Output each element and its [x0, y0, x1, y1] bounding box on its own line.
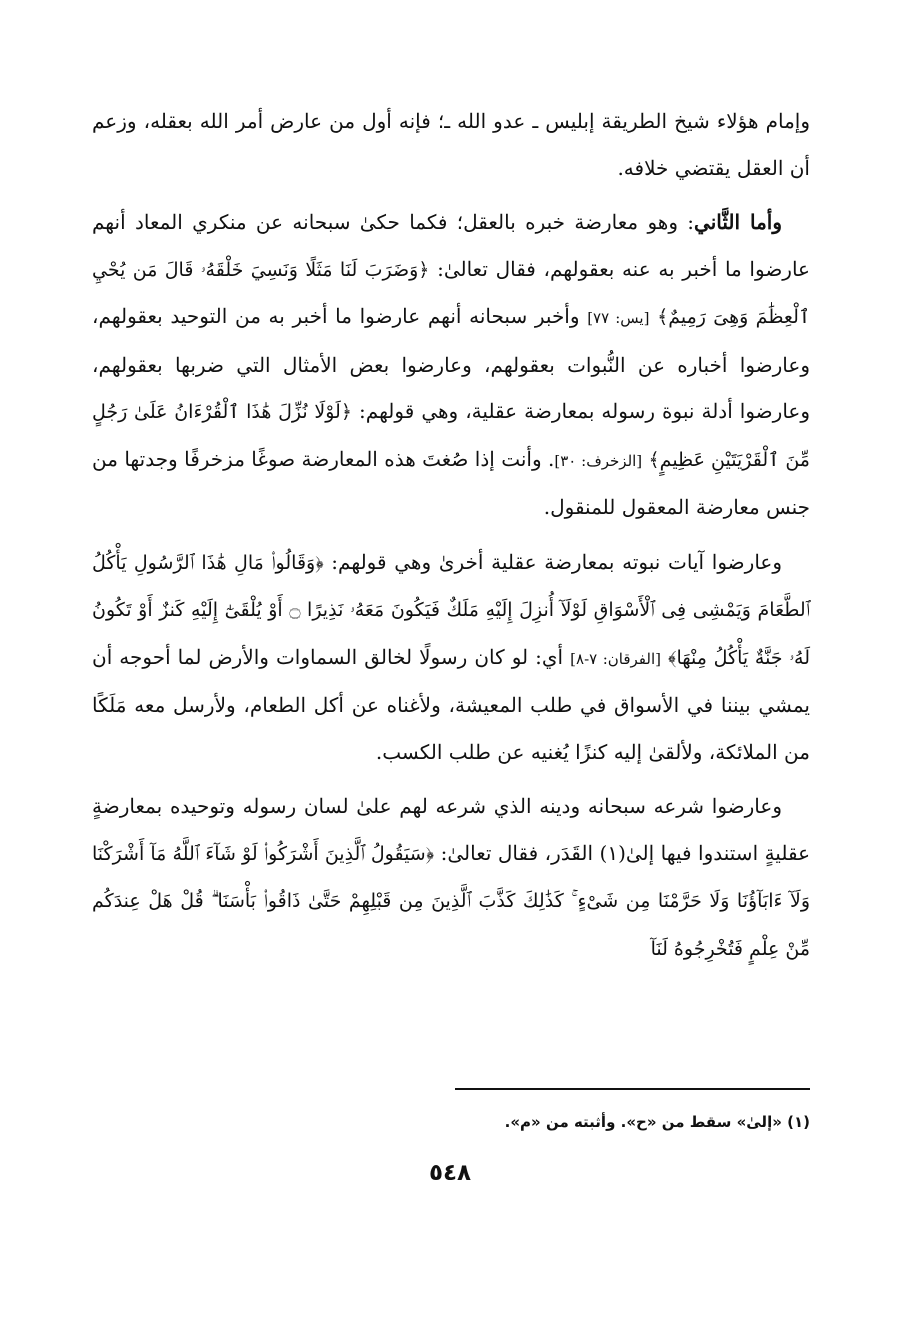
paragraph-3-text-1: وعارضوا آيات نبوته بمعارضة عقلية أخرىٰ وهي قولهم:: [323, 549, 783, 574]
paragraph-4-text-2: القَدَر، فقال تعالىٰ:: [434, 840, 600, 865]
page-number: ٥٤٨: [428, 1160, 472, 1186]
verse-reference-1: [يس: ٧٧]: [587, 309, 650, 327]
paragraph-1-text: وإمام هؤلاء شيخ الطريقة إبليس ـ عدو الله ـ؛ فإنه أول من عارض أمر الله بعقله، وزعم أن العقل يقتضي خلافه.: [92, 109, 810, 180]
quran-verse-4: ﴿سَيَقُولُ ٱلَّذِينَ أَشْرَكُوا۟ لَوْ شَآءَ ٱللَّهُ مَآ أَشْرَكْنَا وَلَآ ءَابَآؤُنَا وَلَا حَرَّمْنَا مِن شَىْءٍ ۚ كَذَٰلِكَ كَذَّبَ ٱلَّذِينَ مِن قَبْلِهِمْ حَتَّىٰ ذَاقُوا۟ بَأْسَنَا ۗ قُلْ هَلْ عِندَكُم مِّنْ عِلْمٍ فَتُخْرِجُوهُ لَنَآ: [92, 842, 810, 960]
footnote: (١) «إلىٰ» سقط من «ح». وأثبته من «م».: [504, 1113, 810, 1131]
paragraph-2-text-3: . وأنت إذا صُغتَ هذه المعارضة صوغًا مزخرفًا وجدتها من جنس معارضة المعقول للمنقول.: [92, 446, 810, 519]
quran-verse-1: ﴿وَضَرَبَ لَنَا مَثَلًا وَنَسِيَ خَلْقَهُۥ قَالَ مَن يُحْيِ ٱلْعِظَٰمَ وَهِىَ رَمِيمٌ﴾: [92, 258, 810, 328]
paragraph-2-text-2: وأخبر سبحانه أنهم عارضوا ما أخبر به من التوحيد بعقولهم، وعارضوا أخباره عن النُّبوات بعقولهم، وعارضوا بعض الأمثال التي ضربها بعقولهم، وعارضوا أدلة نبوة رسوله بمعارضة عقلية، وهي قولهم:: [92, 304, 811, 423]
main-text: [92, 98, 810, 972]
paragraph-4-text-1: وعارضوا شرعه سبحانه ودينه الذي شرعه لهم علىٰ لسان رسوله وتوحيده بمعارضةٍ عقليةٍ استندوا فيها إلىٰ: [92, 794, 811, 865]
paragraph-2-lead: وأما الثَّاني: [694, 210, 783, 234]
paragraph-3-text-2: أي: لو كان رسولًا لخالق السماوات والأرض لما أحوجه أن يمشي بيننا في الأسواق في طلب المعيشة، ولأغناه عن أكل الطعام، ولأرسل معه مَلَكًا من الملائكة، ولألقىٰ إليه كنزًا يُغنيه عن طلب الكسب.: [92, 644, 810, 764]
paragraph-2: [92, 199, 810, 531]
verse-reference-2: [الزخرف: ٣٠]: [554, 451, 643, 470]
footnote-divider: [455, 1088, 810, 1090]
verse-reference-3: [الفرقان: ٧-٨]: [570, 649, 661, 668]
paragraph-2-text-1: : وهو معارضة خبره بالعقل؛ فكما حكىٰ سبحانه عن منكري المعاد أنهم عارضوا ما أخبر به عنه بعقولهم، فقال تعالىٰ:: [92, 210, 810, 281]
paragraph-1: [92, 98, 810, 191]
paragraph-4: [92, 783, 810, 972]
paragraph-3: [92, 539, 810, 776]
quran-verse-3: ﴿وَقَالُوا۟ مَالِ هَٰذَا ٱلرَّسُولِ يَأْكُلُ ٱلطَّعَامَ وَيَمْشِى فِى ٱلْأَسْوَاقِ لَوْلَآ أُنزِلَ إِلَيْهِ مَلَكٌ فَيَكُونَ مَعَهُۥ نَذِيرًا ۝ أَوْ يُلْقَىٰٓ إِلَيْهِ كَنزٌ أَوْ تَكُونُ لَهُۥ جَنَّةٌ يَأْكُلُ مِنْهَا﴾: [92, 551, 810, 669]
footnote-marker: (١): [599, 840, 626, 865]
quran-verse-2: ﴿لَوْلَا نُزِّلَ هَٰذَا ٱلْقُرْءَانُ عَلَىٰ رَجُلٍ مِّنَ ٱلْقَرْيَتَيْنِ عَظِيمٍ﴾: [92, 401, 810, 471]
